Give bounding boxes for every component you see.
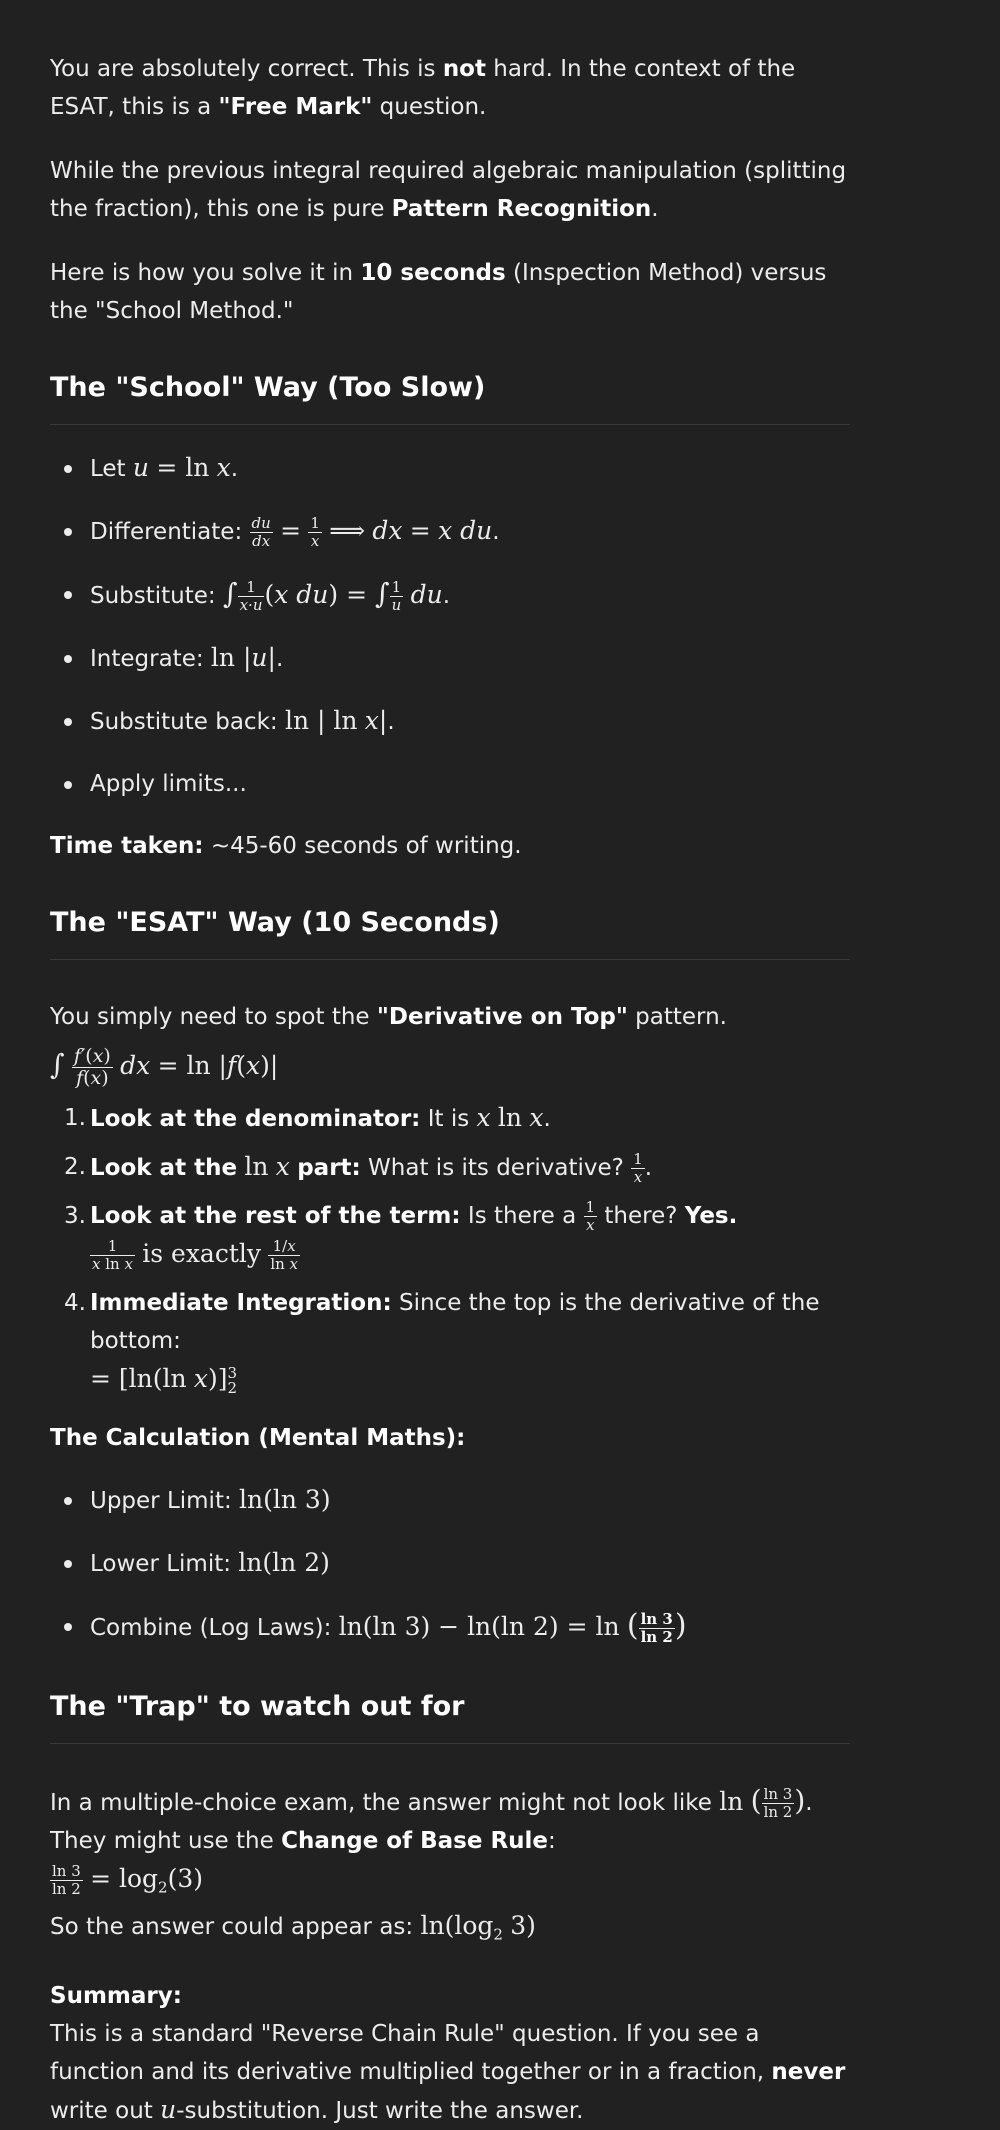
time-taken xyxy=(50,827,850,865)
esat-steps-list xyxy=(50,1099,850,1399)
bold-text: "Free Mark" xyxy=(218,94,373,120)
list-item: Substitute: ∫ $\frac{1}{x\cdot u}$ (x du) = ∫ $\frac{1}{u}$ du. xyxy=(50,575,850,615)
list-item: Let u = ln x. xyxy=(50,449,850,488)
math-fraction: $\frac{\ln 3}{\ln 2}$ xyxy=(640,1610,673,1646)
text: It is xyxy=(420,1106,470,1132)
list-item: Integrate: ln |u|. xyxy=(50,639,850,678)
trap-line-2 xyxy=(50,1822,850,1860)
list-item: Substitute back: ln | ln x|. xyxy=(50,702,850,741)
list-item xyxy=(50,765,850,803)
math-fraction: $\frac{1}{x}$ xyxy=(633,1150,643,1186)
trap-line-3: $\frac{\ln 3}{\ln 2}$ = $\log_2(3)$ xyxy=(52,1862,204,1898)
list-item: 2. Look at the ln x part: What is its derivative? $\frac{1}{x}$ . xyxy=(64,1150,653,1186)
text: They might use the xyxy=(50,1828,282,1854)
bold-text: The Calculation (Mental Maths): xyxy=(50,1425,466,1451)
school-way-heading: The "School" Way (Too Slow) xyxy=(50,368,850,425)
esat-way-heading: The "ESAT" Way (10 Seconds) xyxy=(50,903,850,960)
trap-heading: The "Trap" to watch out for xyxy=(50,1687,850,1744)
text: hard. In the context of the ESAT, this is a xyxy=(50,56,796,120)
bold-text: Immediate Integration: xyxy=(90,1290,392,1316)
math-fraction: $\frac{1/x}{\text{ln x}}$ xyxy=(270,1237,299,1273)
bold-text: never xyxy=(771,2059,846,2086)
text: question. xyxy=(372,94,487,120)
bold-text: 10 seconds xyxy=(360,260,506,286)
bold-text: Summary: xyxy=(50,1983,182,2010)
text: Lower Limit: xyxy=(90,1551,231,1577)
bold-text: not xyxy=(442,56,486,82)
list-item: Lower Limit: ln(ln 2) xyxy=(50,1544,850,1583)
bold-text: Change of Base Rule xyxy=(281,1828,549,1854)
bold-text: Yes. xyxy=(684,1203,738,1229)
text: Since the top is the derivative of the bottom: xyxy=(90,1290,820,1354)
list-number: 2. xyxy=(64,1154,86,1180)
text: Here is how you solve it in xyxy=(50,260,361,286)
integral-formula: ∫ $\frac{f'(x)}{f(x)}$ dx = ln |f(x)| xyxy=(50,1045,279,1089)
list-number: 1. xyxy=(64,1105,86,1131)
text: Apply limits... xyxy=(90,771,247,797)
text: What is its derivative? xyxy=(360,1155,624,1181)
text: While the previous integral required algebraic manipulation (splitting the fraction), this one is pure xyxy=(50,158,847,222)
math-fraction: $\frac{\ln 3}{\ln 2}$ xyxy=(763,1785,793,1821)
trap-line-1: In a multiple-choice exam, the answer might not look like ln ( $\frac{\ln 3}{\ln 2}$ ). xyxy=(50,1784,813,1821)
text: : xyxy=(548,1828,556,1854)
summary-label xyxy=(50,1977,850,2015)
text: Upper Limit: xyxy=(90,1488,232,1514)
text: In a multiple-choice exam, the answer might not look like xyxy=(50,1790,712,1816)
calc-list xyxy=(50,1481,850,1647)
list-item: Combine (Log Laws): ln(ln 3) − ln(ln 2) = ln ( $\frac{\ln 3}{\ln 2}$ ) xyxy=(50,1607,850,1647)
text: -substitution. Just write the answer. xyxy=(176,2098,584,2125)
text: Substitute: xyxy=(90,583,216,609)
text: (Inspection Method) versus the "School Method." xyxy=(50,260,827,324)
esat-intro xyxy=(50,998,850,1036)
bold-text: part: xyxy=(297,1155,361,1181)
math-fraction: $\frac{\ln 3}{\ln 2}$ xyxy=(52,1862,81,1898)
school-steps-list xyxy=(50,449,850,803)
list-item: Differentiate: $\frac{du}{dx}$ = $\frac{1}{x}$ ⟹ dx = x du. xyxy=(50,512,850,551)
list-item: 1. Look at the denominator: It is x ln x. xyxy=(50,1099,850,1138)
text: Substitute back: xyxy=(90,709,278,735)
bold-text: "Derivative on Top" xyxy=(376,1004,628,1030)
text: pattern. xyxy=(627,1004,727,1030)
text: Let xyxy=(90,456,126,482)
text: You simply need to spot the xyxy=(50,1004,377,1030)
math-fraction: $\frac{du}{dx}$ xyxy=(251,514,271,550)
bold-text: Look at the xyxy=(90,1155,238,1181)
list-item: 4. Immediate Integration: Since the top is the derivative of the bottom: = [ln(ln x)] 3 2 xyxy=(50,1284,850,1399)
text: ~45-60 seconds of writing. xyxy=(203,833,522,859)
bold-text: Look at the rest of the term: xyxy=(90,1203,461,1229)
math-fraction: $\frac{1}{x}$ xyxy=(310,514,320,550)
text: This is a standard "Reverse Chain Rule" question. If you see a function and its derivative multiplied together or in a fraction, xyxy=(50,2021,772,2086)
intro-paragraph-1 xyxy=(50,50,850,126)
bold-text: Time taken: xyxy=(50,833,204,859)
text: Integrate: xyxy=(90,646,204,672)
math-fraction: $\frac{1}{u}$ xyxy=(391,578,402,614)
list-item xyxy=(50,1197,850,1274)
text: You are absolutely correct. This is xyxy=(50,56,443,82)
text: . xyxy=(651,196,659,222)
text: So the answer could appear as: xyxy=(50,1913,414,1940)
intro-paragraph-3 xyxy=(50,254,850,330)
intro-paragraph-2 xyxy=(50,152,850,228)
list-number: 4. xyxy=(64,1290,86,1316)
list-item: Upper Limit: ln(ln 3) xyxy=(50,1481,850,1520)
text: Differentiate: xyxy=(90,519,243,545)
math-fraction: $\frac{1}{x\cdot u}$ xyxy=(239,578,263,614)
text: is exactly xyxy=(142,1239,261,1268)
trap-line-4: So the answer could appear as: $\ln(\log_2$ 3) xyxy=(50,1910,536,1944)
list-number: 3. xyxy=(64,1203,86,1229)
summary-text: This is a standard "Reverse Chain Rule" question. If you see a function and its derivative multiplied together or in a fraction, never write out u-substitution. Just write the answer. xyxy=(50,2021,846,2125)
text: there? xyxy=(597,1203,685,1229)
bold-text: Pattern Recognition xyxy=(391,196,652,222)
text: write out xyxy=(50,2098,161,2125)
math-fraction: $\frac{1}{\text{x ln x}}$ xyxy=(92,1237,133,1273)
bold-text: Look at the denominator: xyxy=(90,1106,421,1132)
calc-heading xyxy=(50,1419,850,1457)
math-fraction: $\frac{f'(x)}{f(x)}$ xyxy=(73,1045,111,1089)
math-fraction: $\frac{1}{x}$ xyxy=(585,1198,596,1234)
text: Is there a xyxy=(460,1203,577,1229)
text: Combine (Log Laws): xyxy=(90,1615,332,1641)
